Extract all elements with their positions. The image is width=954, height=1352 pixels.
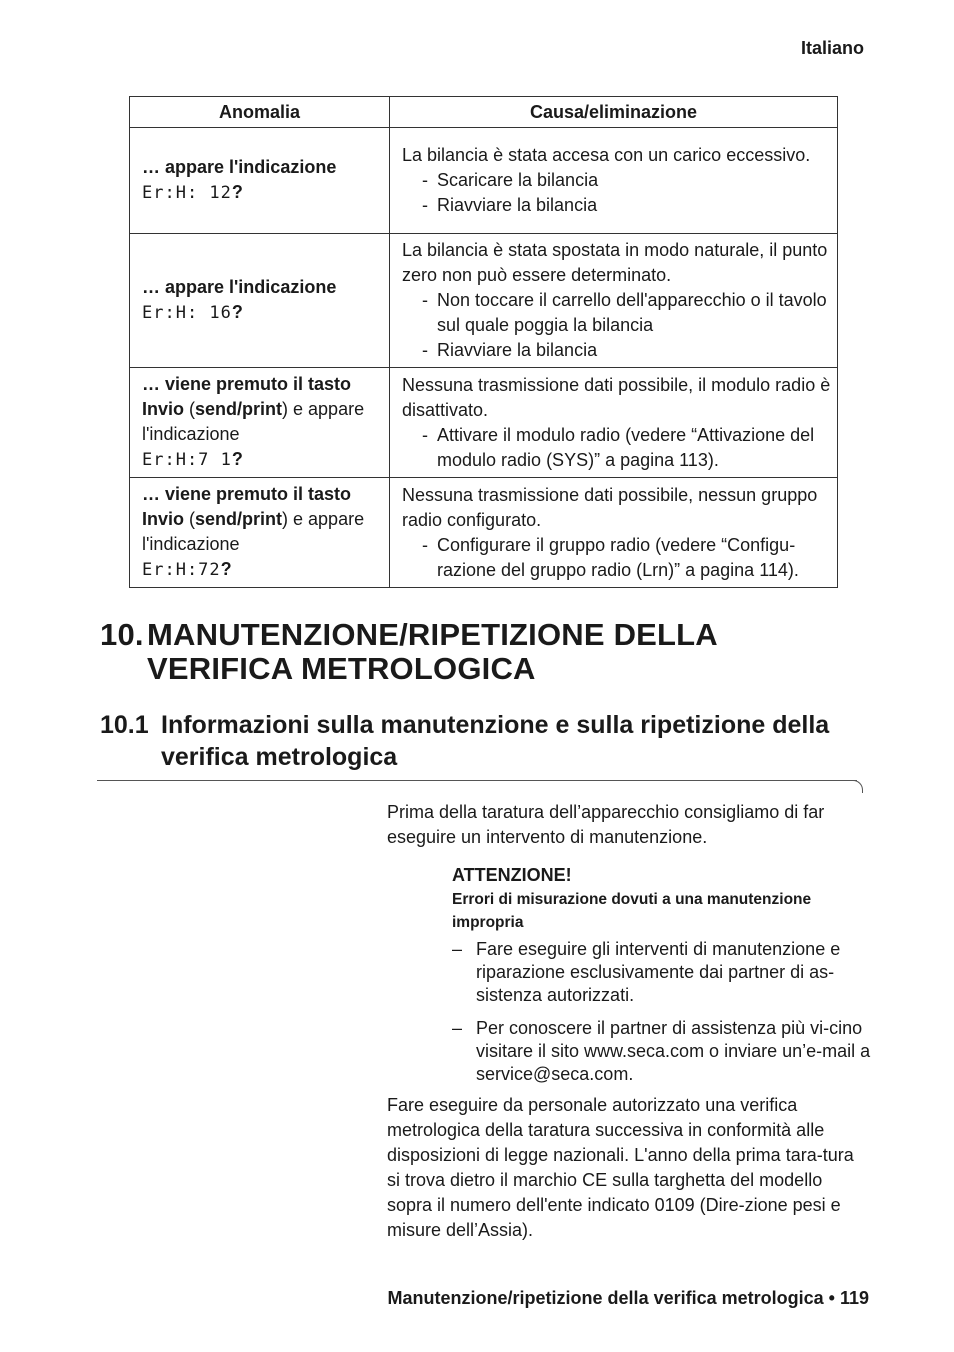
remedy-list bbox=[402, 533, 831, 583]
warning-box bbox=[452, 863, 872, 1096]
column-header-cause: Causa/eliminazione bbox=[390, 97, 838, 128]
subsection-title: Informazioni sulla manutenzione e sulla ripetizione della verifica metrologica bbox=[161, 711, 830, 771]
divider-hook bbox=[852, 780, 863, 793]
subsection-heading bbox=[100, 709, 870, 773]
subsection-number: 10.1 bbox=[100, 711, 149, 739]
divider bbox=[97, 780, 857, 781]
warning-list bbox=[452, 938, 872, 1086]
table-row bbox=[130, 368, 838, 478]
column-header-anomaly: Anomalia bbox=[130, 97, 390, 128]
list-item: - Scaricare la bilancia bbox=[422, 168, 831, 193]
table-row bbox=[130, 128, 838, 234]
anomaly-cell: … viene premuto il tasto Invio (send/print) e appare l'indicazione Er:H:7 1? bbox=[130, 368, 390, 478]
list-item: - Attivare il modulo radio (vedere “Attivazione del modulo radio (SYS)” a pagina 113). bbox=[422, 423, 831, 473]
display-code: Er:H: 16 bbox=[142, 303, 232, 323]
table-row bbox=[130, 478, 838, 588]
cause-cell: Nessuna trasmissione dati possibile, il modulo radio è disattivato. - Attivare il modulo radio (vedere “Attivazione del modulo radio (SYS)” a pagina 113). bbox=[390, 368, 838, 478]
list-item: – Fare eseguire gli interventi di manutenzione e riparazione esclusivamente dai partner di as-sistenza autorizzati. bbox=[452, 938, 872, 1007]
remedy-list bbox=[402, 423, 831, 473]
anomaly-cell: … appare l'indicazione Er:H: 16? bbox=[130, 234, 390, 368]
list-item: – Per conoscere il partner di assistenza più vi-cino visitare il sito www.seca.com o inviare un’e-mail a service@seca.com. bbox=[452, 1017, 872, 1086]
anomaly-cell: … viene premuto il tasto Invio (send/print) e appare l'indicazione Er:H:72? bbox=[130, 478, 390, 588]
page-footer: Manutenzione/ripetizione della verifica metrologica • 119 bbox=[387, 1288, 869, 1308]
cause-cell: Nessuna trasmissione dati possibile, nessun gruppo radio configurato. - Configurare il gruppo radio (vedere “Configu-razione del gruppo radio (Lrn)” a pagina 114). bbox=[390, 478, 838, 588]
cause-cell: La bilancia è stata accesa con un carico eccessivo. - Scaricare la bilancia - Riavviare la bilancia bbox=[390, 128, 838, 234]
list-item: - Riavviare la bilancia bbox=[422, 193, 831, 218]
body-paragraph: Fare eseguire da personale autorizzato una verifica metrologica della taratura successiva in conformità alle disposizioni di legge nazionali. L'anno della prima tara-tura si trova dietro il marchio CE sulla targhetta del modello sopra il numero dell'ente indicato 0109 (Dire-zione pesi e misure dell’Assia). bbox=[387, 1095, 854, 1240]
display-code: Er:H:72 bbox=[142, 560, 221, 580]
list-item: - Riavviare la bilancia bbox=[422, 338, 831, 363]
language-label: Italiano bbox=[800, 38, 864, 58]
remedy-list bbox=[402, 168, 831, 218]
section-heading bbox=[100, 618, 860, 686]
anomaly-cell: … appare l'indicazione Er:H: 12? bbox=[130, 128, 390, 234]
warning-subtitle: Errori di misurazione dovuti a una manutenzione impropria bbox=[452, 891, 812, 931]
warning-title: ATTENZIONE! bbox=[452, 865, 572, 885]
table-row bbox=[130, 234, 838, 368]
list-item: - Non toccare il carrello dell'apparecchio o il tavolo sul quale poggia la bilancia bbox=[422, 288, 831, 338]
display-code: Er:H: 12 bbox=[142, 183, 232, 203]
section-title: MANUTENZIONE/RIPETIZIONE DELLA VERIFICA METROLOGICA bbox=[147, 617, 717, 686]
table-header-row bbox=[130, 97, 838, 128]
list-item: - Configurare il gruppo radio (vedere “Configu-razione del gruppo radio (Lrn)” a pagina 114). bbox=[422, 533, 831, 583]
intro-paragraph: Prima della taratura dell’apparecchio consigliamo di far eseguire un intervento di manutenzione. bbox=[387, 802, 825, 847]
cause-cell: La bilancia è stata spostata in modo naturale, il punto zero non può essere determinato. - Non toccare il carrello dell'apparecchio o il tavolo sul quale poggia la bilancia - Riavviare la bilancia bbox=[390, 234, 838, 368]
display-code: Er:H:7 1 bbox=[142, 450, 232, 470]
remedy-list bbox=[402, 288, 831, 363]
section-number: 10. bbox=[100, 617, 144, 652]
fault-table bbox=[129, 96, 838, 588]
